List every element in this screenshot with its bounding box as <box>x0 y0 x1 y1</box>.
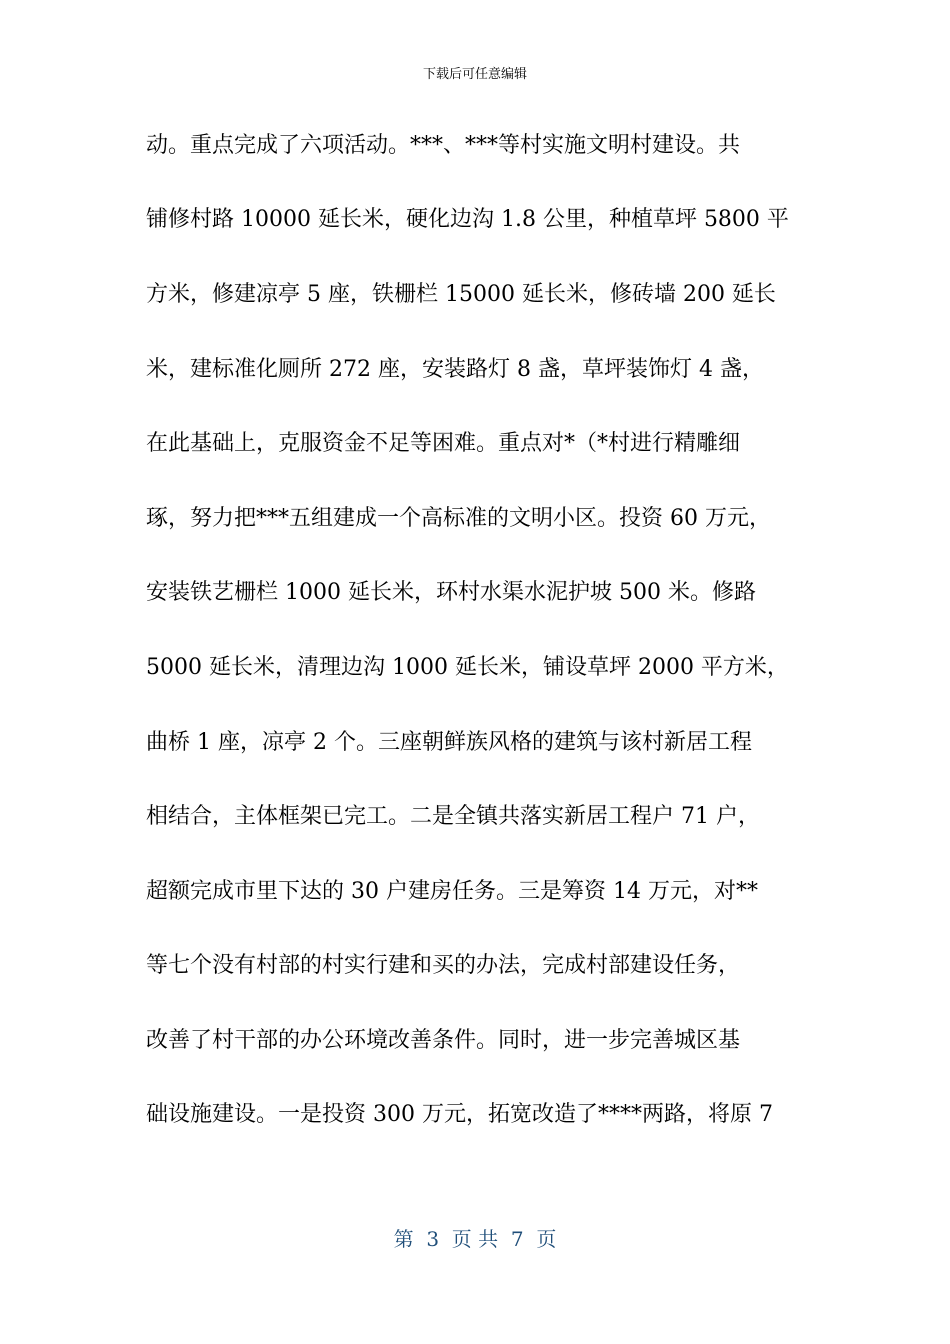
body-line: 方米，修建凉亭 5 座，铁栅栏 15000 延长米，修砖墙 200 延长 <box>146 282 776 307</box>
body-line: 超额完成市里下达的 30 户建房任务。三是筹资 14 万元，对** <box>146 879 758 904</box>
body-line: 琢，努力把***五组建成一个高标准的文明小区。投资 60 万元， <box>146 506 771 531</box>
body-line: 改善了村干部的办公环境改善条件。同时，进一步完善城区基 <box>146 1028 741 1053</box>
body-line: 米，建标准化厕所 272 座，安装路灯 8 盏，草坪装饰灯 4 盏， <box>146 357 764 382</box>
body-line: 相结合，主体框架已完工。二是全镇共落实新居工程户 71 户， <box>146 804 760 829</box>
page-number-footer: 第 3 页 共 7 页 <box>393 1227 557 1251</box>
page-header-note: 下载后可任意编辑 <box>422 67 527 82</box>
body-line: 等七个没有村部的村实行建和买的办法，完成村部建设任务， <box>146 953 741 978</box>
body-line: 动。重点完成了六项活动。***、***等村实施文明村建设。共 <box>146 133 741 158</box>
body-line: 础设施建设。一是投资 300 万元，拓宽改造了****两路，将原 7 <box>146 1102 773 1127</box>
body-line: 5000 延长米，清理边沟 1000 延长米，铺设草坪 2000 平方米， <box>146 655 789 680</box>
body-line: 在此基础上，克服资金不足等困难。重点对*（*村进行精雕细 <box>146 431 741 456</box>
body-line: 铺修村路 10000 延长米，硬化边沟 1.8 公里，种植草坪 5800 平 <box>146 207 789 232</box>
body-line: 曲桥 1 座，凉亭 2 个。三座朝鲜族风格的建筑与该村新居工程 <box>146 730 752 755</box>
body-line: 安装铁艺栅栏 1000 延长米，环村水渠水泥护坡 500 米。修路 <box>146 580 756 605</box>
